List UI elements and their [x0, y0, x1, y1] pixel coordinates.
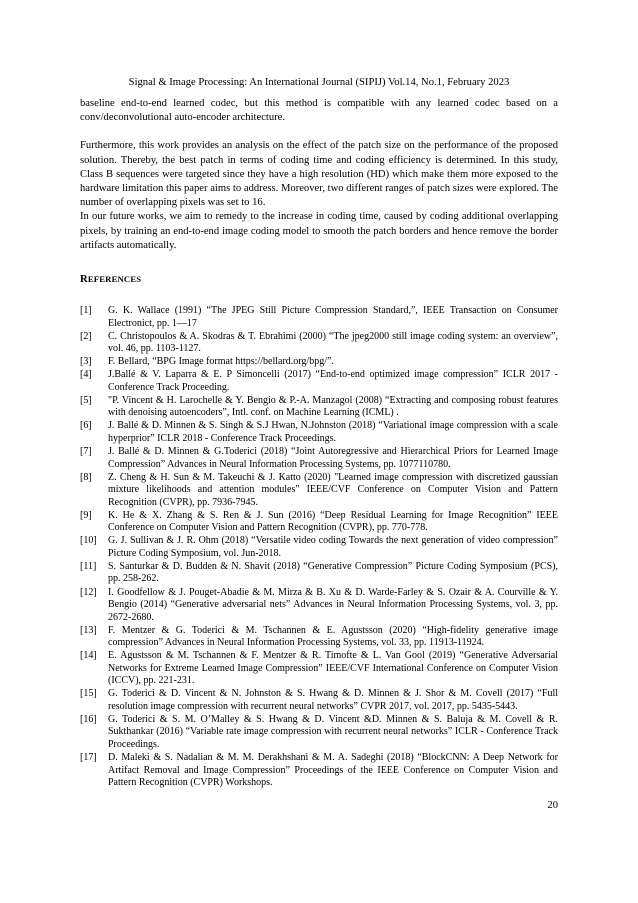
reference-text: S. Santurkar & D. Budden & N. Shavit (2018) “Generative Compression” Picture Coding Symposium (PCS), pp. 258-262.	[108, 560, 558, 585]
reference-number: [7]	[80, 446, 92, 458]
reference-text: G. K. Wallace (1991) “The JPEG Still Picture Compression Standard,”, IEEE Transaction on Consumer Electronict, pp. 1—17	[108, 305, 558, 329]
reference-number: [13]	[80, 624, 97, 636]
page-number: 20	[547, 800, 558, 811]
reference-item	[80, 331, 558, 356]
reference-number: [2]	[80, 330, 92, 342]
body-text	[80, 97, 558, 253]
reference-text: E. Agustsson & M. Tschannen & F. Mentzer & R. Timofte & L. Van Gool (2019) “Generative Adversarial Networks for Extreme Learned Image Compression” IEEE/CVF International Conference on Computer Vision (ICCV), pp. 221-231.	[108, 650, 558, 687]
reference-text: I. Goodfellow & J. Pouget-Abadie & M. Mirza & B. Xu & D. Warde-Farley & S. Ozair & A. Courville & Y. Bengio (2014) “Generative adversarial nets” Advances in Neural Information Processing Systems, vol. 3, pp. 2672-2680.	[108, 586, 558, 623]
reference-item	[80, 446, 558, 471]
reference-number: [9]	[80, 509, 92, 521]
reference-number: [15]	[80, 688, 97, 700]
reference-text: J. Ballé & D. Minnen & G.Toderici (2018) “Joint Autoregressive and Hierarchical Priors for Learned Image Compression” Advances in Neural Information Processing Systems, pp. 1077110780.	[108, 446, 558, 470]
reference-number: [8]	[80, 471, 92, 483]
reference-item	[80, 587, 558, 625]
paragraph: Furthermore, this work provides an analysis on the effect of the patch size on the performance of the proposed solution. Thereby, the best patch in terms of coding time and coding efficiency is determined. In this study, Class B sequences were targeted since they have a high resolution (HD) which make them more exposed to the hardware limitation this paper aims to address. Moreover, two different ranges of patch sizes were explored. The number of overlapping pixels was set to 16.	[80, 140, 558, 209]
reference-number: [5]	[80, 394, 92, 406]
reference-text: Z. Cheng & H. Sun & M. Takeuchi & J. Katto (2020) "Learned image compression with discretized gaussian mixture likelihoods and attention modules" IEEE/CVF Conference on Computer Vision and Pattern Recognition (CVPR), pp. 7936-7945.	[108, 471, 558, 508]
reference-text: K. He & X. Zhang & S. Ren & J. Sun (2016) “Deep Residual Learning for Image Recognition” IEEE Conference on Computer Vision and Pattern Recognition (CVPR), pp. 770-778.	[108, 509, 558, 534]
reference-text: "P. Vincent & H. Larochelle & Y. Bengio & P.-A. Manzagol (2008) “Extracting and composing robust features with denoising autoencoders”, Intl. conf. on Machine Learning (ICML) .	[108, 394, 558, 419]
reference-number: [1]	[80, 305, 92, 316]
paragraph: In our future works, we aim to remedy to the increase in coding time, caused by coding additional overlapping pixels, by training an end-to-end image coding model to smooth the patch borders and hence remove the border artifacts automatically.	[80, 211, 558, 251]
reference-item	[80, 752, 558, 790]
paragraph: baseline end-to-end learned codec, but this method is compatible with any learned codec based on a conv/deconvolutional auto-encoder architecture.	[80, 98, 558, 124]
reference-number: [10]	[80, 535, 97, 547]
reference-text: J.Ballé & V. Laparra & E. P Simoncelli (2017) “End-to-end optimized image compression” ICLR 2017 - Conference Track Proceeding.	[108, 369, 558, 393]
reference-number: [16]	[80, 713, 97, 725]
reference-number: [17]	[80, 752, 97, 763]
reference-item	[80, 561, 558, 586]
references-heading-initial: R	[80, 274, 88, 285]
reference-item	[80, 650, 558, 688]
reference-item	[80, 688, 558, 713]
reference-text: F. Mentzer & G. Toderici & M. Tschannen & E. Agustsson (2020) “High-fidelity generative image compression” Advances in Neural Information Processing Systems, vol. 33, pp. 11913-11924.	[108, 624, 558, 649]
reference-item	[80, 369, 558, 394]
reference-item	[80, 356, 558, 369]
reference-number: [14]	[80, 650, 97, 662]
reference-item	[80, 510, 558, 535]
reference-text: G. J. Sullivan & J. R. Ohm (2018) “Versatile video coding Towards the next generation of video compression” Picture Coding Symposium, vol. Jun-2018.	[108, 535, 558, 559]
reference-number: [3]	[80, 356, 92, 368]
reference-number: [11]	[80, 560, 97, 572]
reference-text: F. Bellard, “BPG Image format https://bellard.org/bpg/”.	[108, 356, 334, 368]
reference-item	[80, 625, 558, 650]
reference-text: J. Ballé & D. Minnen & S. Singh & S.J Hwan, N.Johnston (2018) “Variational image compression with a scale hyperprior” ICLR 2018 - Conference Track Proceedings.	[108, 420, 558, 444]
reference-item	[80, 714, 558, 752]
reference-item	[80, 420, 558, 445]
reference-item	[80, 472, 558, 510]
reference-number: [6]	[80, 420, 92, 432]
reference-number: [4]	[80, 369, 92, 381]
references-list	[80, 305, 558, 790]
references-heading-rest: EFERENCES	[87, 274, 142, 284]
reference-item	[80, 535, 558, 560]
reference-item	[80, 395, 558, 420]
reference-text: D. Maleki & S. Nadalian & M. M. Derakhshani & M. A. Sadeghi (2018) “BlockCNN: A Deep Network for Artifact Removal and Image Compression” Proceedings of the IEEE Conference on Computer Vision and Pattern Recognition (CVPR) Workshops.	[108, 752, 558, 788]
reference-text: G. Toderici & D. Vincent & N. Johnston & S. Hwang & D. Minnen & J. Shor & M. Covell (2017) “Full resolution image compression with recurrent neural networks” CVPR 2017, vol. 2017, pp. 5435-5443.	[108, 688, 558, 712]
references-heading	[80, 274, 141, 285]
running-header: Signal & Image Processing: An International Journal (SIPIJ) Vol.14, No.1, February 2023	[128, 77, 510, 88]
reference-number: [12]	[80, 586, 97, 598]
reference-text: C. Christopoulos & A. Skodras & T. Ebrahimi (2000) “The jpeg2000 still image coding system: an overview”, vol. 46, pp. 1103-1127.	[108, 330, 558, 355]
reference-item	[80, 305, 558, 330]
reference-text: G. Toderici & S. M. O’Malley & S. Hwang & D. Vincent &D. Minnen & S. Baluja & M. Covell & R. Sukthankar (2016) “Variable rate image compression with recurrent neural networks” ICLR - Conference Track Proceedings.	[108, 713, 558, 750]
